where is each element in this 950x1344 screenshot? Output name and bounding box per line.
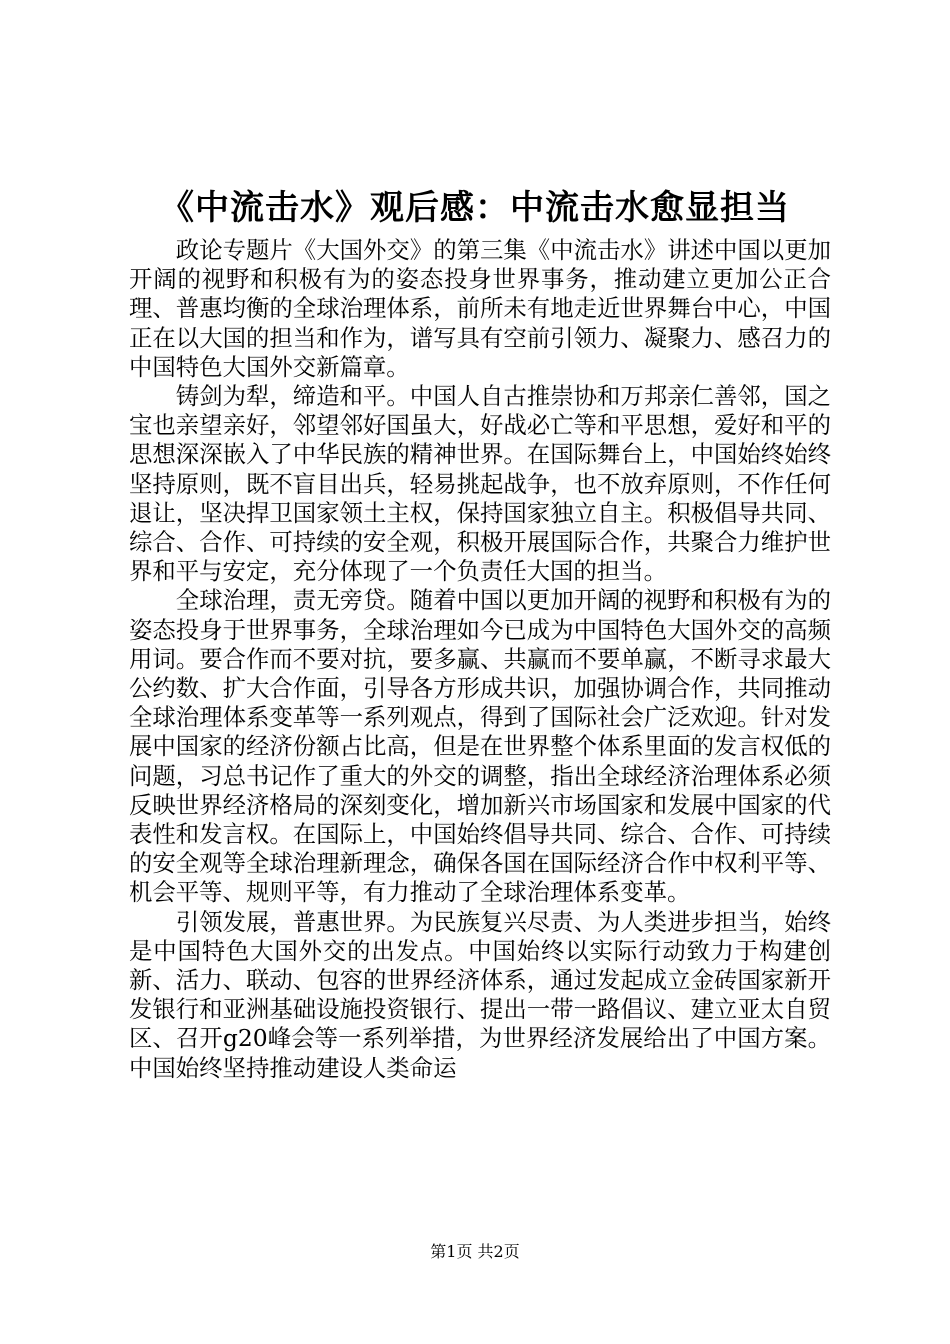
page-footer: 第1页 共2页	[430, 1242, 520, 1261]
paragraph-2: 铸剑为犁，缔造和平。中国人自古推崇协和万邦亲仁善邻，国之宝也亲望亲好，邻望邻好国虽大，好战必亡等和平思想，爱好和平的思想深深嵌入了中华民族的精神世界。在国际舞台上，中国始终始终坚持原则，既不盲目出兵，轻易挑起战争，也不放弃原则，不作任何退让，坚决捍卫国家领土主权，保持国家独立自主。积极倡导共同、综合、合作、可持续的安全观，积极开展国际合作，共聚合力维护世界和平与安定，充分体现了一个负责任大国的担当。	[129, 382, 831, 586]
paragraph-4: 引领发展，普惠世界。为民族复兴尽责、为人类进步担当，始终是中国特色大国外交的出发点。中国始终以实际行动致力于构建创新、活力、联动、包容的世界经济体系，通过发起成立金砖国家新开发银行和亚洲基础设施投资银行、提出一带一路倡议、建立亚太自贸区、召开g20峰会等一系列举措，为世界经济发展给出了中国方案。中国始终坚持推动建设人类命运	[129, 907, 831, 1082]
paragraph-1: 政论专题片《大国外交》的第三集《中流击水》讲述中国以更加开阔的视野和积极有为的姿态投身世界事务，推动建立更加公正合理、普惠均衡的全球治理体系，前所未有地走近世界舞台中心，中国正在以大国的担当和作为，谱写具有空前引领力、凝聚力、感召力的中国特色大国外交新篇章。	[129, 236, 831, 381]
document-title: 《中流击水》观后感：中流击水愈显担当	[160, 188, 790, 228]
document-body	[129, 236, 831, 1083]
paragraph-3: 全球治理，责无旁贷。随着中国以更加开阔的视野和积极有为的姿态投身于世界事务，全球治理如今已成为中国特色大国外交的高频用词。要合作而不要对抗，要多赢、共赢而不要单赢，不断寻求最大公约数、扩大合作面，引导各方形成共识，加强协调合作，共同推动全球治理体系变革等一系列观点，得到了国际社会广泛欢迎。针对发展中国家的经济份额占比高，但是在世界整个体系里面的发言权低的问题，习总书记作了重大的外交的调整，指出全球经济治理体系必须反映世界经济格局的深刻变化，增加新兴市场国家和发展中国家的代表性和发言权。在国际上，中国始终倡导共同、综合、合作、可持续的安全观等全球治理新理念，确保各国在国际经济合作中权利平等、机会平等、规则平等，有力推动了全球治理体系变革。	[129, 586, 831, 907]
